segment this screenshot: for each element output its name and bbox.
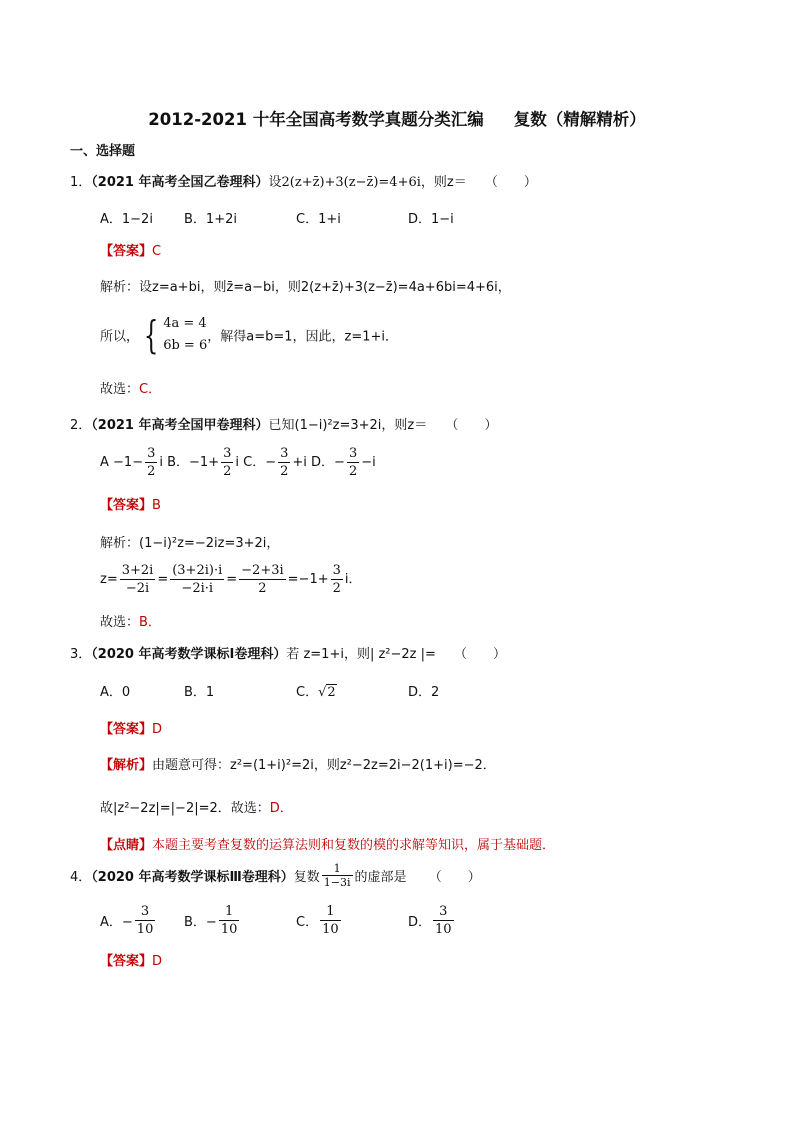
solution-choice-value: B． xyxy=(139,615,161,630)
answer-blank: （ ） xyxy=(484,175,537,190)
question-source: （2021 年高考全国甲卷理科） xyxy=(91,418,269,433)
answer-label: 【答案】 xyxy=(100,722,153,737)
option-c xyxy=(296,681,337,700)
denominator: 10 xyxy=(220,922,238,937)
solution-text: 故|z²−2z|=|−2|=2．故选： xyxy=(100,801,270,816)
solution-fraction-chain: z= $\frac{3+2i}{-2i}$ = $\frac{(3+2i)\cdot i}{-2i\cdot i}$ = $\frac{-2+3i}{2}$ =−1+ $\frac{3}{2}$ i． xyxy=(100,563,362,596)
option-a xyxy=(100,903,157,938)
answer-value: D xyxy=(152,722,163,737)
answer-value: D xyxy=(152,954,163,969)
numerator: 3 xyxy=(135,903,156,921)
solution-choice-value: C． xyxy=(139,382,162,397)
option-label: C． xyxy=(296,685,319,700)
denominator: 2 xyxy=(223,464,232,479)
fraction xyxy=(331,562,343,597)
option-b: i B．−1+ xyxy=(159,455,220,470)
solution-text: 故选： xyxy=(100,382,140,397)
solution-system xyxy=(100,313,398,363)
brace-glyph: { xyxy=(143,313,159,357)
question-3 xyxy=(70,643,506,662)
fraction xyxy=(239,562,286,597)
denominator: −2i·i xyxy=(181,581,214,596)
fraction xyxy=(322,862,353,889)
solution-text: i． xyxy=(344,572,362,587)
answer-label: 【答案】 xyxy=(100,244,153,259)
answer-blank: （ ） xyxy=(445,418,498,433)
option-label: B．− xyxy=(184,915,217,930)
radicand: 2 xyxy=(327,685,336,700)
comment-text: 本题主要考查复数的运算法则和复数的模的求解等知识，属于基础题． xyxy=(152,838,556,853)
answer-value: B xyxy=(152,498,161,513)
option-a: A −1− xyxy=(100,455,144,470)
option-a: A．1−2i xyxy=(100,212,153,227)
option-b: B．1 xyxy=(184,685,215,700)
answer-line xyxy=(100,240,161,259)
numerator: 1 xyxy=(320,903,341,921)
option-label: D． xyxy=(408,915,432,930)
answer-value: C xyxy=(152,244,162,259)
option-c: C．1+i xyxy=(296,212,341,227)
option-d-tail: −i xyxy=(361,455,376,470)
question-text: ，则z＝ xyxy=(420,175,467,190)
solution-choice xyxy=(100,378,161,397)
question-number: 1． xyxy=(70,175,92,190)
question-source: （2020 年高考数学课标Ⅲ卷理科） xyxy=(91,870,294,885)
solution-text: ，解得a=b=1，因此，z=1+i． xyxy=(207,329,399,345)
equation-system xyxy=(163,313,207,357)
question-4 xyxy=(70,862,481,889)
solution-line: 解析：(1−i)²z=−2iz=3+2i， xyxy=(100,536,280,551)
fraction xyxy=(221,445,233,480)
answer-blank: （ ） xyxy=(428,870,481,885)
fraction xyxy=(433,903,454,938)
numerator: 3+2i xyxy=(121,563,154,578)
option-label: C． xyxy=(296,915,319,930)
answer-label: 【答案】 xyxy=(100,954,153,969)
numerator: −2+3i xyxy=(241,563,284,578)
numerator: 3 xyxy=(280,446,289,461)
question-number: 3． xyxy=(70,647,92,662)
option-b: B．1+2i xyxy=(184,212,237,227)
question-source: （2021 年高考全国乙卷理科） xyxy=(91,175,269,190)
solution-choice xyxy=(100,797,293,816)
question-expression: 2(z+z̄)+3(z−z̄)=4+6i xyxy=(281,175,421,190)
question-text: 的虚部是 xyxy=(354,870,407,885)
fraction xyxy=(219,903,240,938)
solution-text: z= xyxy=(100,572,118,587)
fraction xyxy=(347,445,359,480)
analysis-label: 【解析】 xyxy=(100,758,153,773)
comment-line xyxy=(100,834,555,853)
question-2 xyxy=(70,414,497,433)
option-c xyxy=(296,903,343,938)
denominator: 2 xyxy=(332,581,341,596)
solution-line: 解析：设z=a+bi，则z̄=a−bi，则2(z+z̄)+3(z−z̄)=4a+6bi=4+6i， xyxy=(100,280,511,295)
question-1 xyxy=(70,171,537,190)
solution-choice xyxy=(100,611,161,630)
denominator: 1−3i xyxy=(323,876,351,889)
fraction xyxy=(145,445,157,480)
numerator: 3 xyxy=(332,563,341,578)
numerator: (3+2i)·i xyxy=(172,563,223,578)
denominator: 2 xyxy=(147,464,156,479)
option-b xyxy=(184,903,241,938)
title-main: 2012-2021 十年全国高考数学真题分类汇编 xyxy=(148,110,484,129)
option-a: A．0 xyxy=(100,685,131,700)
title-sub: 复数（精解精析） xyxy=(513,110,646,129)
question-source: （2020 年高考数学课标Ⅰ卷理科） xyxy=(91,647,287,662)
denominator: 2 xyxy=(258,581,267,596)
solution-choice-value: D． xyxy=(269,801,293,816)
answer-blank: （ ） xyxy=(454,647,507,662)
answer-line xyxy=(100,494,161,513)
question-text: 复数 xyxy=(293,870,320,885)
option-d: +i D．− xyxy=(292,455,345,470)
option-c: i C．− xyxy=(235,455,277,470)
comment-label: 【点睛】 xyxy=(100,838,153,853)
equation-2: 6b = 6 xyxy=(163,338,208,353)
question-text: 已知(1−i)²z=3+2i，则z＝ xyxy=(268,418,428,433)
denominator: 10 xyxy=(435,922,452,937)
sqrt-expression: √2 xyxy=(318,685,336,700)
fraction xyxy=(135,903,156,938)
answer-label: 【答案】 xyxy=(100,498,153,513)
solution-text: =−1+ xyxy=(287,572,329,587)
solution-text: 故选： xyxy=(100,615,140,630)
numerator: 1 xyxy=(322,862,353,876)
option-d xyxy=(408,903,456,938)
option-d: D．2 xyxy=(408,685,440,700)
fraction xyxy=(170,562,224,597)
page-title xyxy=(0,106,794,130)
numerator: 3 xyxy=(348,446,358,461)
denominator: 2 xyxy=(348,464,358,479)
question-text: 设 xyxy=(268,175,282,190)
numerator: 3 xyxy=(433,903,454,921)
answer-line xyxy=(100,718,162,737)
solution-text: 所以， xyxy=(100,329,140,345)
analysis-line xyxy=(100,754,496,773)
numerator: 1 xyxy=(219,903,240,921)
option-d: D．1−i xyxy=(408,212,454,227)
fraction xyxy=(120,562,156,597)
option-label: A．− xyxy=(100,915,133,930)
numerator: 3 xyxy=(147,446,156,461)
fraction xyxy=(278,445,290,480)
equation-1: 4a = 4 xyxy=(163,316,207,331)
options-row xyxy=(100,445,376,480)
answer-line xyxy=(100,950,162,969)
denominator: 10 xyxy=(322,922,339,937)
denominator: −2i xyxy=(125,581,150,596)
section-heading: 一、选择题 xyxy=(70,144,136,159)
denominator: 10 xyxy=(136,922,154,937)
analysis-text: 由题意可得：z²=(1+i)²=2i，则z²−2z=2i−2(1+i)=−2． xyxy=(152,758,496,773)
fraction xyxy=(320,903,341,938)
denominator: 2 xyxy=(280,464,289,479)
numerator: 3 xyxy=(223,446,232,461)
question-number: 2． xyxy=(70,418,92,433)
question-text: 若 z=1+i，则| z²−2z |= xyxy=(286,647,436,662)
question-number: 4． xyxy=(70,870,92,885)
